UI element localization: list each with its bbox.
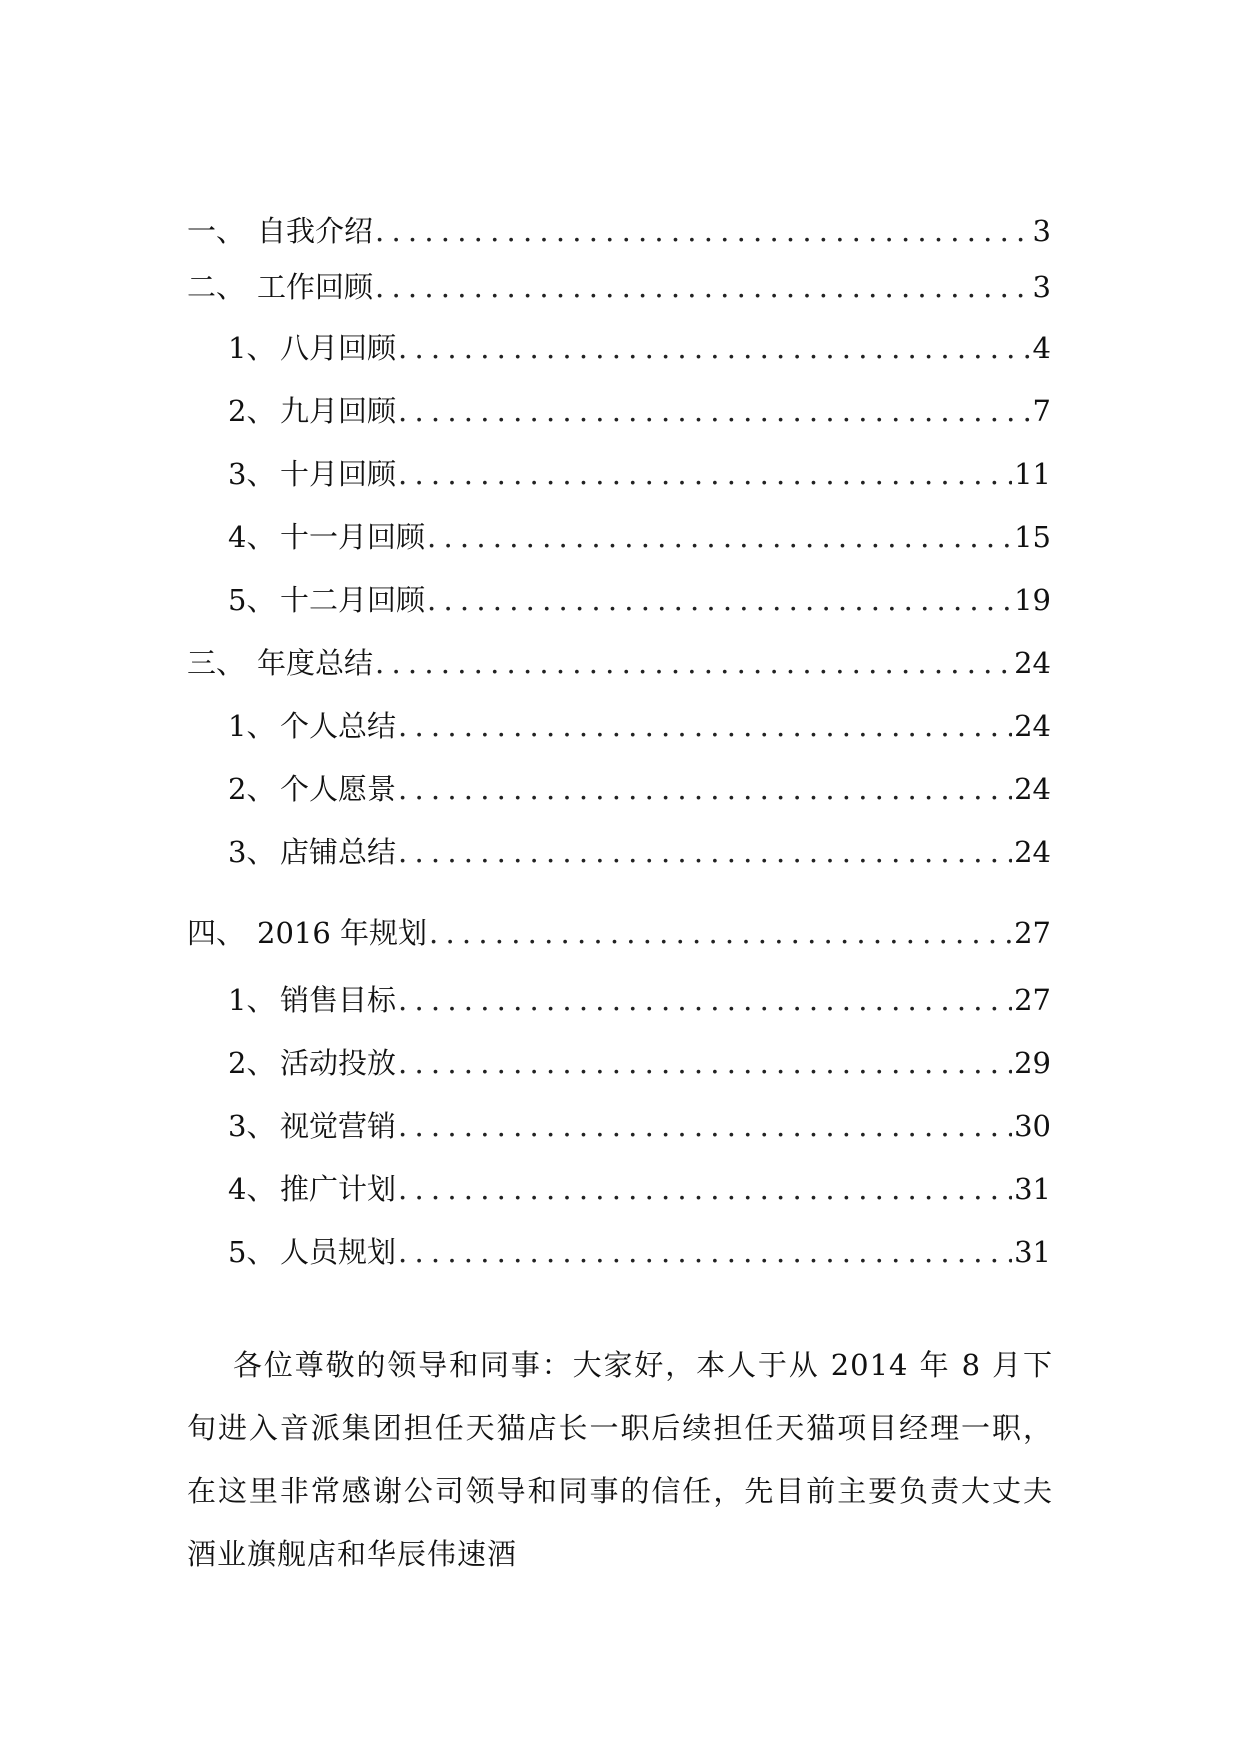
toc-dot-leader xyxy=(398,1041,1012,1085)
toc-label: 八月回顾 xyxy=(280,331,397,365)
toc-number: 四、 xyxy=(187,916,246,950)
toc-page-number: 3 xyxy=(1032,270,1051,304)
toc-number: 3、 xyxy=(228,457,276,491)
toc-label: 自我介绍 xyxy=(257,214,374,248)
toc-label: 个人愿景 xyxy=(280,772,397,806)
toc-label: 2016 年规划 xyxy=(257,916,428,950)
toc-entry[interactable] xyxy=(228,1104,1051,1148)
toc-label: 个人总结 xyxy=(280,709,397,743)
toc-page-number: 7 xyxy=(1032,394,1051,428)
toc-dot-leader xyxy=(398,978,1012,1022)
toc-entry[interactable] xyxy=(187,265,1051,309)
toc-entry[interactable] xyxy=(228,830,1051,874)
toc-entry[interactable] xyxy=(228,515,1051,559)
toc-label: 九月回顾 xyxy=(280,394,397,428)
toc-page-number: 29 xyxy=(1014,1046,1051,1080)
intro-paragraph: 各位尊敬的领导和同事：大家好，本人于从 2014 年 8 月下 旬进入音派集团担任天猫店长一职后续担任天猫项目经理一职，在这里非常感谢公司领导和同事的信任，先目前主要负责大丈夫 酒业旗舰店和华辰伟速酒 xyxy=(187,1348,1053,1571)
toc-label: 活动投放 xyxy=(280,1046,397,1080)
toc-label: 视觉营销 xyxy=(280,1109,397,1143)
toc-page-number: 27 xyxy=(1014,916,1051,950)
toc-entry[interactable] xyxy=(228,978,1051,1022)
toc-dot-leader xyxy=(375,641,1012,685)
toc-label: 人员规划 xyxy=(280,1235,397,1269)
toc-entry[interactable] xyxy=(228,1230,1051,1274)
toc-label: 销售目标 xyxy=(280,983,397,1017)
toc-entry[interactable] xyxy=(228,704,1051,748)
toc-number: 一、 xyxy=(187,214,246,248)
toc-dot-leader xyxy=(398,326,1031,370)
toc-page-number: 30 xyxy=(1014,1109,1051,1143)
toc-page-number: 19 xyxy=(1014,583,1051,617)
toc-page-number: 24 xyxy=(1014,709,1051,743)
toc-number: 5、 xyxy=(228,1235,276,1269)
toc-dot-leader xyxy=(398,704,1012,748)
toc-number: 3、 xyxy=(228,835,276,869)
toc-number: 4、 xyxy=(228,520,276,554)
toc-label: 十一月回顾 xyxy=(280,520,426,554)
toc-entry[interactable] xyxy=(228,1167,1051,1211)
toc-number: 2、 xyxy=(228,1046,276,1080)
toc-label: 十二月回顾 xyxy=(280,583,426,617)
toc-number: 1、 xyxy=(228,709,276,743)
toc-number: 2、 xyxy=(228,772,276,806)
toc-label: 店铺总结 xyxy=(280,835,397,869)
toc-number: 2、 xyxy=(228,394,276,428)
toc-dot-leader xyxy=(398,1230,1012,1274)
toc-dot-leader xyxy=(398,1104,1012,1148)
toc-label: 十月回顾 xyxy=(280,457,397,491)
toc-label: 推广计划 xyxy=(280,1172,397,1206)
toc-page-number: 31 xyxy=(1014,1172,1051,1206)
toc-entry[interactable] xyxy=(228,1041,1051,1085)
toc-dot-leader xyxy=(398,389,1031,433)
toc-dot-leader xyxy=(375,209,1031,253)
toc-entry[interactable] xyxy=(228,452,1051,496)
toc-number: 二、 xyxy=(187,270,246,304)
toc-page-number: 3 xyxy=(1032,214,1051,248)
toc-number: 三、 xyxy=(187,646,246,680)
toc-dot-leader xyxy=(398,1167,1012,1211)
toc-page-number: 15 xyxy=(1014,520,1051,554)
toc-entry[interactable] xyxy=(228,389,1051,433)
toc-entry[interactable] xyxy=(228,578,1051,622)
toc-dot-leader xyxy=(429,911,1012,955)
toc-label: 工作回顾 xyxy=(257,270,374,304)
toc-number: 1、 xyxy=(228,331,276,365)
toc-dot-leader xyxy=(375,265,1031,309)
toc-page-number: 4 xyxy=(1032,331,1051,365)
toc-number: 1、 xyxy=(228,983,276,1017)
toc-dot-leader xyxy=(398,767,1012,811)
toc-page-number: 24 xyxy=(1014,646,1051,680)
toc-number: 4、 xyxy=(228,1172,276,1206)
toc-page-number: 27 xyxy=(1014,983,1051,1017)
toc-number: 5、 xyxy=(228,583,276,617)
toc-entry[interactable] xyxy=(187,209,1051,253)
toc-dot-leader xyxy=(398,830,1012,874)
toc-entry[interactable] xyxy=(228,326,1051,370)
toc-dot-leader xyxy=(398,452,1012,496)
toc-label: 年度总结 xyxy=(257,646,374,680)
toc-dot-leader xyxy=(427,578,1012,622)
toc-page-number: 24 xyxy=(1014,772,1051,806)
toc-entry[interactable] xyxy=(187,641,1051,685)
toc-page-number: 24 xyxy=(1014,835,1051,869)
toc-page-number: 11 xyxy=(1014,457,1051,491)
toc-number: 3、 xyxy=(228,1109,276,1143)
toc-entry[interactable] xyxy=(228,767,1051,811)
toc-dot-leader xyxy=(427,515,1012,559)
toc-page-number: 31 xyxy=(1014,1235,1051,1269)
toc-entry[interactable] xyxy=(187,911,1051,955)
